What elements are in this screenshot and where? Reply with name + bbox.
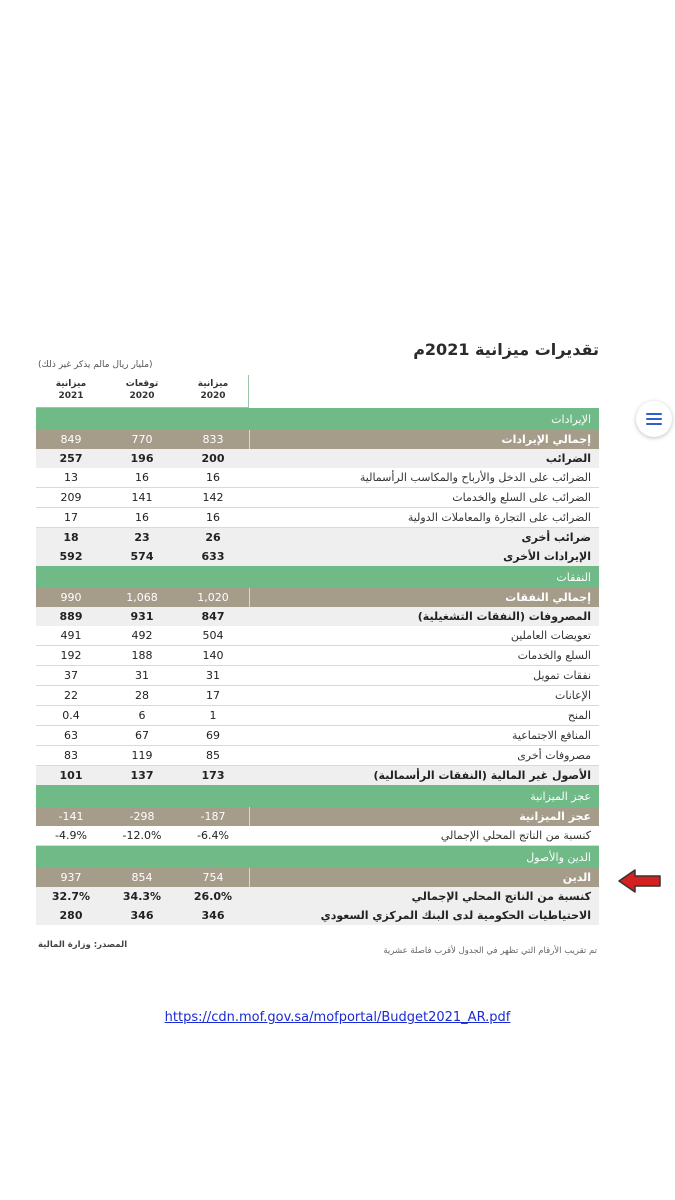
cell-value: 119 (131, 749, 153, 762)
table-row (36, 646, 599, 666)
row-label: كنسبة من الناتج المحلي الإجمالي (440, 829, 591, 842)
cell-value: 142 (202, 491, 224, 504)
cell-value: 257 (59, 452, 83, 465)
left-arrow-icon (617, 868, 663, 894)
row-label: كنسبة من الناتج المحلي الإجمالي (411, 890, 591, 903)
table-row (36, 706, 599, 726)
row-label: الإيرادات الأخرى (503, 550, 591, 563)
row-label: الضرائب على السلع والخدمات (452, 491, 591, 504)
row-label: مصروفات أخرى (517, 749, 591, 762)
row-label: إجمالي الإيرادات (502, 430, 591, 449)
cell-value: 26 (205, 531, 221, 544)
cell-value: -12.0% (122, 829, 162, 842)
cell-value: 633 (201, 550, 225, 563)
cell-value: 592 (59, 550, 83, 563)
cell-value: 346 (130, 909, 154, 922)
cell-value: -4.9% (55, 829, 87, 842)
cell-value: 833 (202, 433, 224, 446)
cell-value: 17 (206, 689, 220, 702)
cell-value: -6.4% (197, 829, 229, 842)
cell-value: 141 (131, 491, 153, 504)
cell-value: 1,068 (126, 591, 158, 604)
cell-value: 16 (135, 471, 149, 484)
cell-value: 26.0% (193, 890, 233, 903)
row-label: الضرائب (545, 452, 591, 465)
cell-value: 847 (201, 610, 225, 623)
row-label: الإيرادات (551, 412, 591, 426)
total-row (36, 588, 599, 607)
cell-value: 16 (135, 511, 149, 524)
table-row (36, 547, 599, 566)
cell-value: 140 (202, 649, 224, 662)
cell-value: 34.3% (122, 890, 162, 903)
section-header-row (36, 408, 599, 430)
cell-value: 23 (134, 531, 150, 544)
source-note: المصدر: وزارة المالية (38, 940, 128, 950)
row-label: عجز الميزانية (530, 789, 591, 803)
column-header-budget-2021: ميزانية 2021 (55, 379, 87, 401)
pdf-link[interactable]: https://cdn.mof.gov.sa/mofportal/Budget2021_AR.pdf (164, 1010, 511, 1025)
cell-value: 22 (64, 689, 78, 702)
cell-value: 504 (202, 629, 224, 642)
cell-value: 990 (60, 591, 82, 604)
cell-value: -187 (200, 810, 226, 823)
table-row (36, 686, 599, 706)
cell-value: 6 (138, 709, 146, 722)
cell-value: 37 (64, 669, 78, 682)
row-label: ضرائب أخرى (521, 531, 591, 544)
cell-value: 31 (206, 669, 220, 682)
cell-value: 889 (59, 610, 83, 623)
table-row (36, 468, 599, 488)
cell-value: 137 (130, 769, 154, 782)
table-row (36, 666, 599, 686)
row-label: نفقات تمويل (533, 669, 591, 682)
row-label: السلع والخدمات (517, 649, 591, 662)
cell-value: 200 (201, 452, 225, 465)
row-label: الأصول غير المالية (النفقات الرأسمالية) (373, 769, 591, 782)
row-label: إجمالي النفقات (505, 588, 591, 607)
table-row (36, 508, 599, 528)
cell-value: 196 (130, 452, 154, 465)
cell-value: 31 (135, 669, 149, 682)
cell-value: 69 (206, 729, 220, 742)
table-row (36, 826, 599, 846)
table-row (36, 626, 599, 646)
cell-value: 28 (135, 689, 149, 702)
row-label: تعويضات العاملين (510, 629, 591, 642)
table-row (36, 887, 599, 906)
row-label: المنافع الاجتماعية (512, 729, 591, 742)
table-row (36, 528, 599, 547)
row-label: النفقات (556, 570, 591, 584)
cell-value: 754 (202, 871, 224, 884)
total-row (36, 807, 599, 826)
cell-value: 85 (206, 749, 220, 762)
cell-value: 931 (130, 610, 154, 623)
cell-value: 854 (131, 871, 153, 884)
section-header-row (36, 846, 599, 868)
cell-value: 192 (60, 649, 82, 662)
column-header-forecast-2020: توقعات 2020 (125, 379, 159, 401)
cell-value: 491 (60, 629, 82, 642)
menu-button[interactable] (636, 401, 672, 437)
total-row (36, 430, 599, 449)
unit-note: (مليار ريال مالم يذكر غير ذلك) (38, 360, 153, 370)
cell-value: 346 (201, 909, 225, 922)
cell-value: 574 (130, 550, 154, 563)
row-label: الإعانات (554, 689, 591, 702)
cell-value: 0.4 (62, 709, 80, 722)
column-header-budget-2020: ميزانية 2020 (197, 379, 229, 401)
table-row (36, 449, 599, 468)
cell-value: 67 (135, 729, 149, 742)
table-row (36, 726, 599, 746)
budget-table (36, 408, 599, 925)
table-row (36, 746, 599, 766)
cell-value: 492 (131, 629, 153, 642)
table-title: تقديرات ميزانية 2021م (413, 340, 599, 359)
row-label: المصروفات (النفقات التشغيلية) (417, 610, 591, 623)
row-label: المنح (567, 709, 591, 722)
cell-value: 83 (64, 749, 78, 762)
rounding-note: تم تقريب الأرقام التي تظهر في الجدول لأقرب فاصلة عشرية (383, 946, 597, 956)
row-label: الدين (563, 868, 591, 887)
section-header-row (36, 785, 599, 807)
table-row (36, 766, 599, 785)
section-header-row (36, 566, 599, 588)
cell-value: 101 (59, 769, 83, 782)
total-row (36, 868, 599, 887)
table-row (36, 488, 599, 508)
row-label: الاحتياطيات الحكومية لدى البنك المركزي السعودي (320, 909, 591, 922)
cell-value: -141 (58, 810, 84, 823)
cell-value: -298 (129, 810, 155, 823)
cell-value: 280 (59, 909, 83, 922)
cell-value: 1,020 (197, 591, 229, 604)
cell-value: 188 (131, 649, 153, 662)
cell-value: 16 (206, 471, 220, 484)
row-label: عجز الميزانية (519, 807, 591, 826)
cell-value: 770 (131, 433, 153, 446)
cell-value: 18 (63, 531, 79, 544)
row-label: الدين والأصول (526, 850, 591, 864)
table-row (36, 607, 599, 626)
cell-value: 173 (201, 769, 225, 782)
cell-value: 209 (60, 491, 82, 504)
cell-value: 1 (209, 709, 217, 722)
row-label: الضرائب على الدخل والأرباح والمكاسب الرأسمالية (359, 471, 591, 484)
cell-value: 937 (60, 871, 82, 884)
cell-value: 17 (64, 511, 78, 524)
table-row (36, 906, 599, 925)
cell-value: 849 (60, 433, 82, 446)
cell-value: 63 (64, 729, 78, 742)
cell-value: 16 (206, 511, 220, 524)
cell-value: 13 (64, 471, 78, 484)
menu-icon (646, 412, 662, 426)
cell-value: 32.7% (51, 890, 91, 903)
row-label: الضرائب على التجارة والمعاملات الدولية (407, 511, 591, 524)
